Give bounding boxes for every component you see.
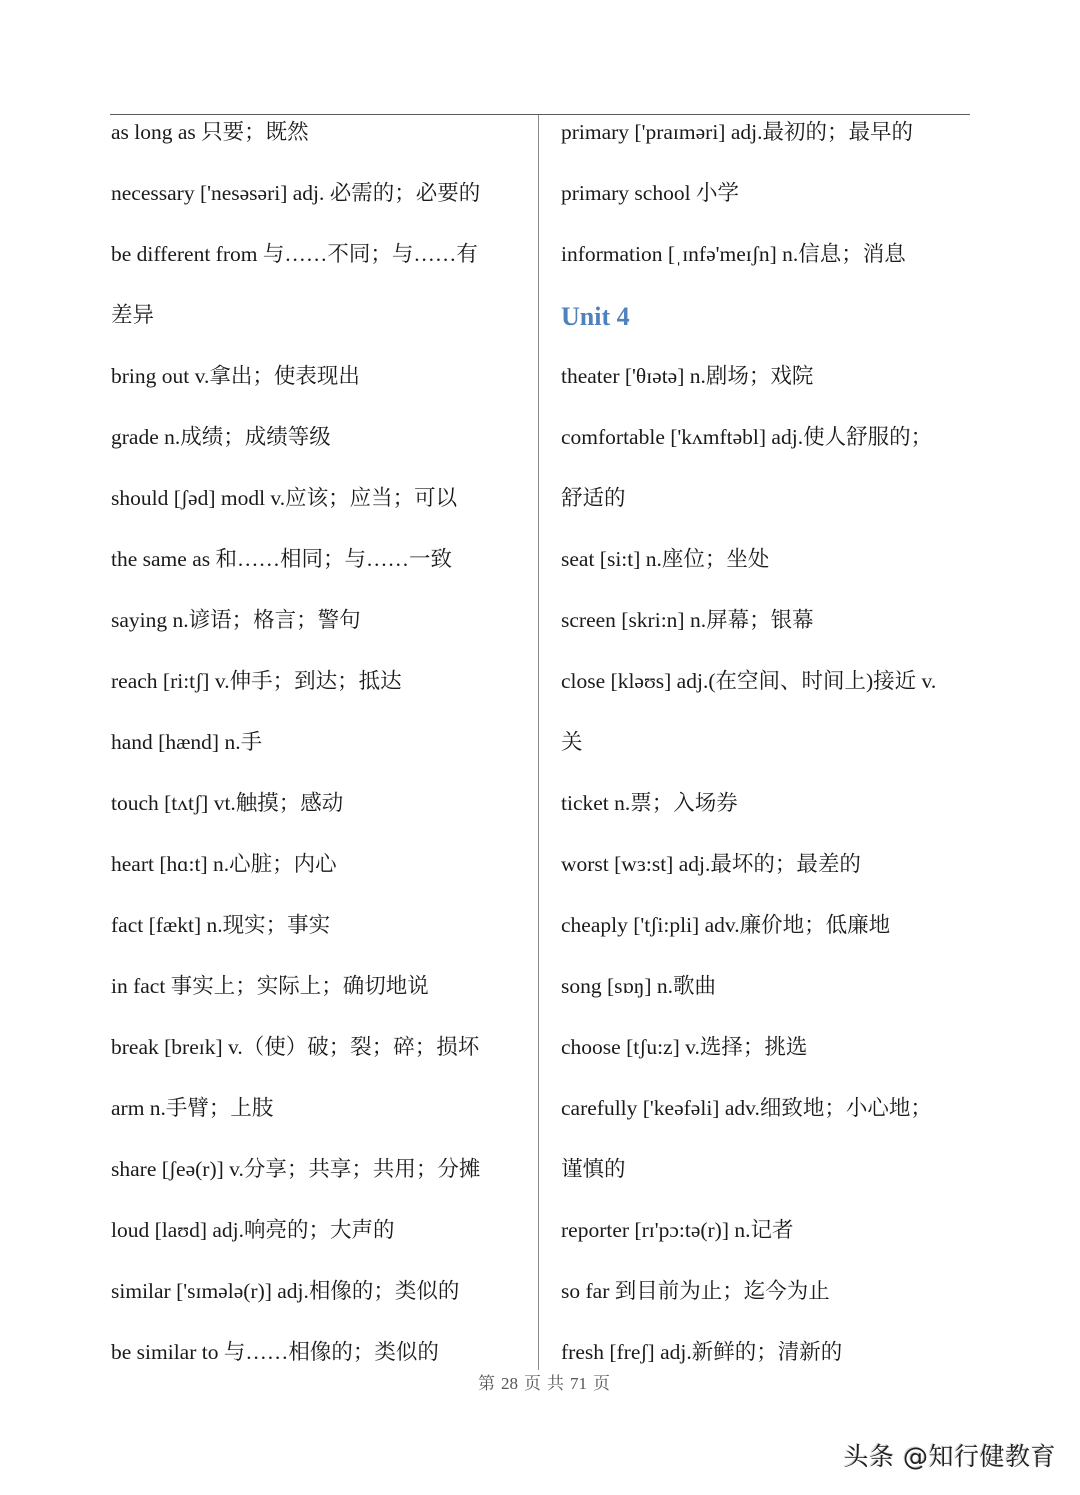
- vocab-line: touch [tʌtʃ] vt.触摸；感动: [111, 791, 344, 815]
- vocab-line: primary school 小学: [561, 181, 739, 205]
- vocab-line: information [ˌɪnfə'meɪʃn] n.信息；消息: [561, 242, 906, 266]
- vocab-line: the same as 和……相同；与……一致: [111, 547, 452, 571]
- vocab-line: reach [ri:tʃ] v.伸手；到达；抵达: [111, 669, 402, 693]
- vocab-line: fact [fækt] n.现实；事实: [111, 913, 331, 937]
- vocab-line: heart [hɑ:t] n.心脏；内心: [111, 852, 337, 876]
- footer-prefix: 第: [478, 1374, 495, 1393]
- vocab-line: theater ['θɪətə] n.剧场；戏院: [561, 364, 814, 388]
- vocab-line: carefully ['keəfəli] adv.细致地；小心地；: [561, 1096, 932, 1120]
- vocab-line: worst [wɜ:st] adj.最坏的；最差的: [561, 852, 861, 876]
- vocab-line: necessary ['nesəsəri] adj. 必需的；必要的: [111, 181, 481, 205]
- total-pages-number: 71: [570, 1374, 587, 1393]
- current-page-number: 28: [501, 1374, 518, 1393]
- vocab-line: choose [tʃu:z] v.选择；挑选: [561, 1035, 808, 1059]
- vocab-line: hand [hænd] n.手: [111, 730, 263, 754]
- vocab-line: be different from 与……不同；与……有: [111, 242, 478, 266]
- vocab-line: cheaply ['tʃi:pli] adv.廉价地；低廉地: [561, 913, 891, 937]
- vocab-line: bring out v.拿出；使表现出: [111, 364, 360, 388]
- vocab-line: reporter [rɪ'pɔ:tə(r)] n.记者: [561, 1218, 794, 1242]
- vocab-line: be similar to 与……相像的；类似的: [111, 1340, 439, 1364]
- vocab-line: 谨慎的: [561, 1157, 626, 1181]
- vocab-line: in fact 事实上；实际上；确切地说: [111, 974, 429, 998]
- right-vocabulary-column: [561, 112, 981, 1393]
- vocab-line: 关: [561, 730, 583, 754]
- vocab-line: song [sɒŋ] n.歌曲: [561, 974, 717, 998]
- vocab-line: 差异: [111, 303, 155, 327]
- left-vocabulary-column: [111, 112, 531, 1393]
- footer-page-word: 页: [524, 1374, 541, 1393]
- footer-total-prefix: 共: [547, 1374, 564, 1393]
- source-watermark: 头条 @知行健教育: [843, 1442, 1056, 1471]
- vocab-line: ticket n.票；入场券: [561, 791, 738, 815]
- page-number-footer: [0, 1369, 1080, 1394]
- vocab-line: primary ['praɪməri] adj.最初的；最早的: [561, 120, 913, 144]
- vocab-line: comfortable ['kʌmftəbl] adj.使人舒服的；: [561, 425, 933, 449]
- vocab-line: should [ʃəd] modl v.应该；应当；可以: [111, 486, 458, 510]
- vocab-line: seat [si:t] n.座位；坐处: [561, 547, 770, 571]
- vocab-line: saying n.谚语；格言；警句: [111, 608, 361, 632]
- vocab-line: loud [laʊd] adj.响亮的；大声的: [111, 1218, 395, 1242]
- vocab-line: screen [skri:n] n.屏幕；银幕: [561, 608, 814, 632]
- vocab-line: fresh [freʃ] adj.新鲜的；清新的: [561, 1340, 843, 1364]
- vocab-line: so far 到目前为止；迄今为止: [561, 1279, 830, 1303]
- vocab-line: grade n.成绩；成绩等级: [111, 425, 331, 449]
- footer-page-word-2: 页: [593, 1374, 610, 1393]
- vocab-line: share [ʃeə(r)] v.分享；共享；共用；分摊: [111, 1157, 481, 1181]
- vocab-line: 舒适的: [561, 486, 626, 510]
- vocab-line: similar ['sɪmələ(r)] adj.相像的；类似的: [111, 1279, 460, 1303]
- vocab-line: break [breɪk] v.（使）破；裂；碎；损坏: [111, 1035, 480, 1059]
- unit-heading: Unit 4: [561, 302, 630, 331]
- vocab-line: arm n.手臂；上肢: [111, 1096, 274, 1120]
- column-divider: [538, 115, 539, 1370]
- vocab-line: close [kləʊs] adj.(在空间、时间上)接近 v.: [561, 669, 937, 693]
- vocab-line: as long as 只要；既然: [111, 120, 309, 144]
